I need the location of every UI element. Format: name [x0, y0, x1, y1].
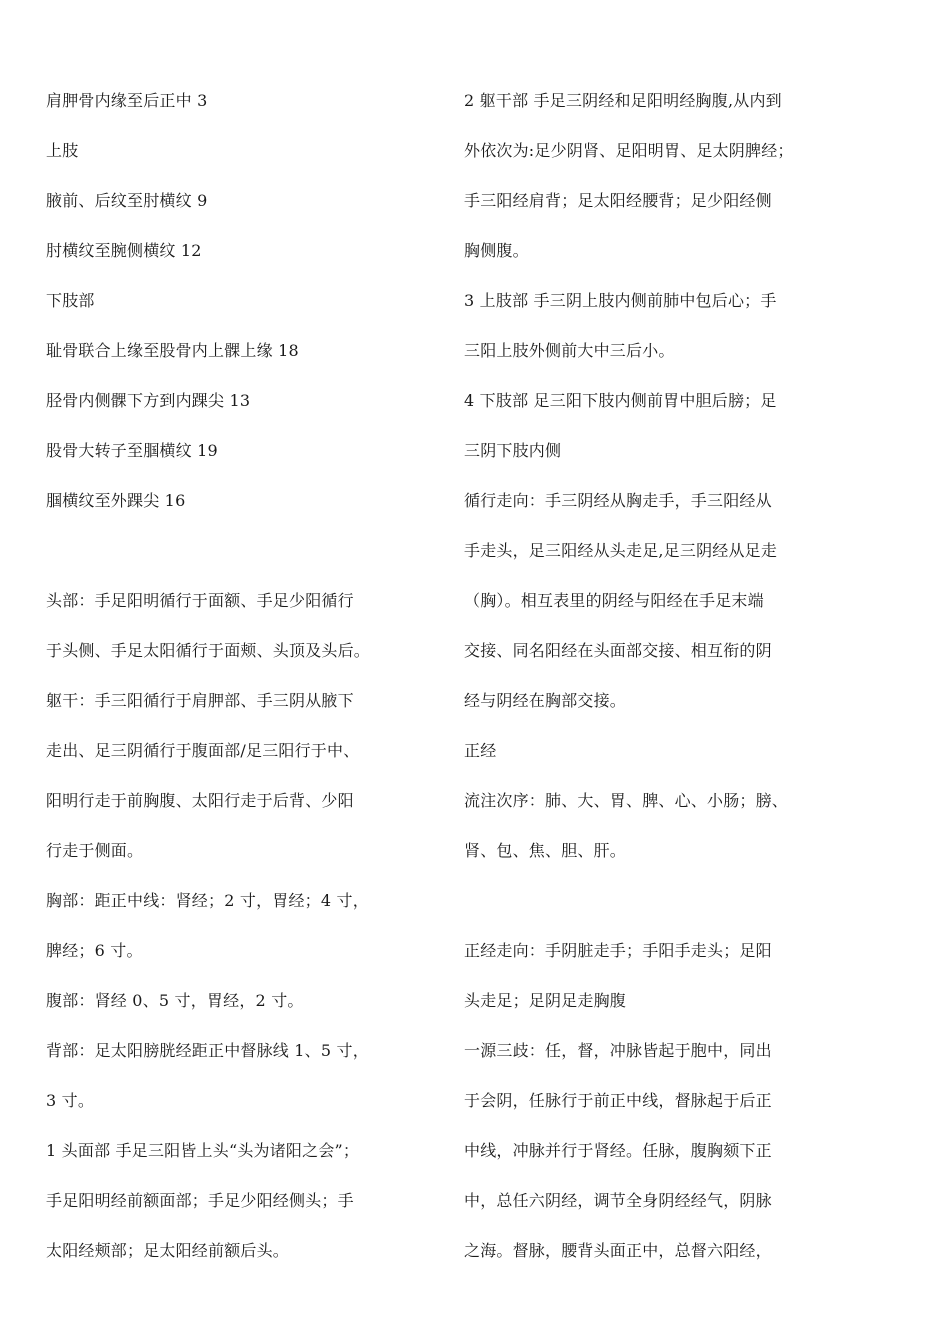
- text-line: 流注次序：肺、大、胃、脾、心、小肠；膀、: [464, 791, 789, 810]
- text-line: 脾经；6 寸。: [46, 941, 143, 960]
- text-line: 三阴下肢内侧: [464, 441, 562, 460]
- text-line: 之海。督脉，腰背头面正中，总督六阳经，: [464, 1241, 772, 1260]
- left-column: [46, 86, 426, 1286]
- text-line: 4 下肢部 足三阳下肢内侧前胃中胆后膀；足: [464, 391, 777, 410]
- text-line: 手走头，足三阳经从头走足,足三阴经从足走: [464, 541, 778, 560]
- text-line: 腹部：肾经 0、5 寸，胃经，2 寸。: [46, 991, 304, 1010]
- text-line: 1 头面部 手足三阳皆上头“头为诸阳之会”；: [46, 1141, 360, 1160]
- blank-line: [46, 536, 426, 586]
- text-line: 腋前、后纹至肘横纹 9: [46, 191, 208, 210]
- text-line: 肾、包、焦、胆、肝。: [464, 841, 627, 860]
- blank-line: [464, 886, 844, 936]
- text-line: 胫骨内侧髁下方到内踝尖 13: [46, 391, 251, 410]
- text-line: 经与阴经在胸部交接。: [464, 691, 627, 710]
- text-line: 太阳经颊部；足太阳经前额后头。: [46, 1241, 290, 1260]
- text-line: 于头侧、手足太阳循行于面颊、头顶及头后。: [46, 641, 371, 660]
- text-line: （胸）。相互表里的阴经与阳经在手足末端: [464, 591, 764, 610]
- text-line: 躯干：手三阳循行于肩胛部、手三阴从腋下: [46, 691, 354, 710]
- text-line: 于会阴，任脉行于前正中线，督脉起于后正: [464, 1091, 772, 1110]
- text-line: 中线，冲脉并行于肾经。任脉，腹胸颏下正: [464, 1141, 772, 1160]
- text-line: 胸侧腹。: [464, 241, 529, 260]
- text-line: 阳明行走于前胸腹、太阳行走于后背、少阳: [46, 791, 354, 810]
- text-line: 三阳上肢外侧前大中三后小。: [464, 341, 675, 360]
- text-line: 2 躯干部 手足三阴经和足阳明经胸腹,从内到: [464, 91, 782, 110]
- text-line: 股骨大转子至腘横纹 19: [46, 441, 218, 460]
- text-line: 中，总任六阴经，调节全身阴经经气，阴脉: [464, 1191, 772, 1210]
- text-line: 一源三歧：任，督，冲脉皆起于胞中，同出: [464, 1041, 772, 1060]
- text-line: 手足阳明经前额面部；手足少阳经侧头；手: [46, 1191, 354, 1210]
- text-line: 头部：手足阳明循行于面额、手足少阳循行: [46, 591, 354, 610]
- text-line: 肩胛骨内缘至后正中 3: [46, 91, 208, 110]
- right-column: [464, 86, 844, 1286]
- text-line: 循行走向：手三阴经从胸走手，手三阳经从: [464, 491, 772, 510]
- text-line: 行走于侧面。: [46, 841, 144, 860]
- text-line: 正经: [464, 741, 497, 760]
- text-line: 外依次为:足少阴肾、足阳明胃、足太阴脾经；: [464, 141, 794, 160]
- text-line: 下肢部: [46, 291, 95, 310]
- text-line: 背部：足太阳膀胱经距正中督脉线 1、5 寸，: [46, 1041, 369, 1060]
- text-line: 头走足；足阴足走胸腹: [464, 991, 627, 1010]
- text-line: 走出、足三阴循行于腹面部/足三阳行于中、: [46, 741, 360, 760]
- text-line: 耻骨联合上缘至股骨内上髁上缘 18: [46, 341, 299, 360]
- text-line: 胸部：距正中线：肾经；2 寸，胃经；4 寸，: [46, 891, 369, 910]
- text-line: 3 寸。: [46, 1091, 95, 1110]
- text-line: 手三阳经肩背；足太阳经腰背；足少阳经侧: [464, 191, 772, 210]
- text-line: 3 上肢部 手三阴上肢内侧前肺中包后心；手: [464, 291, 777, 310]
- text-line: 上肢: [46, 141, 79, 160]
- text-line: 正经走向：手阴脏走手；手阳手走头；足阳: [464, 941, 772, 960]
- text-line: 交接、同名阳经在头面部交接、相互衔的阴: [464, 641, 772, 660]
- text-line: 腘横纹至外踝尖 16: [46, 491, 186, 510]
- text-line: 肘横纹至腕侧横纹 12: [46, 241, 202, 260]
